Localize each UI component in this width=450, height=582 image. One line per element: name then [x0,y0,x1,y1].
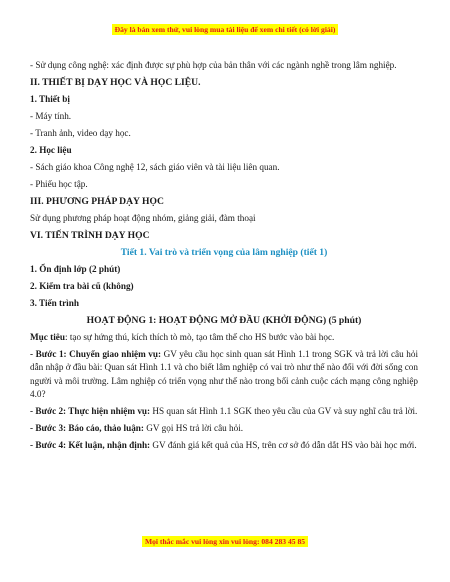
subheading-materials: 2. Học liệu [30,145,72,155]
paragraph-step-4 [30,439,418,452]
preview-banner-text: Đây là bản xem thử, vui lòng mua tài liệu để xem chi tiết (có lời giải) [112,24,339,35]
step-3-text: GV gọi HS trả lời câu hỏi. [143,423,244,434]
lesson-title: Tiết 1. Vai trò và triển vọng của lâm nghiệp (tiết 1) [120,247,328,258]
activity-title: HOẠT ĐỘNG 1: HOẠT ĐỘNG MỞ ĐẦU (KHỞI ĐỘNG) (5 phút) [86,315,362,326]
section-heading-process: VI. TIẾN TRÌNH DẠY HỌC [30,230,150,241]
list-item-computer: - Máy tính. [30,111,72,121]
goal-text: : tạo sự hứng thú, kích thích tò mò, tạo tâm thế cho HS bước vào bài học. [64,332,335,342]
paragraph-step-2 [30,405,418,418]
step-4-text: GV đánh giá kết quả của HS, trên cơ sở đó dẫn dắt HS vào bài học mới. [150,440,417,451]
step-1-label: - Bước 1: Chuyển giao nhiệm vụ: [30,349,162,359]
paragraph-method: Sử dụng phương pháp hoạt động nhóm, giảng giải, đàm thoại [30,213,256,223]
step-process: 3. Tiến trình [30,298,79,308]
list-item-images: - Tranh ảnh, video dạy học. [30,128,131,138]
step-1-text: GV yêu cầu học sinh quan sát Hình 1.1 trong SGK và trả lời câu hỏi dẫn nhập ở đầu bài: Quan sát Hình 1.1 và cho biết lâm nghiệp có vai trò như thế nào đối với đời sống con người và môi trường. Lâm nghiệp có triển vọng như thế nào trong bối cảnh cuộc cách mạng công nghiệp 4.0? [30,349,418,400]
paragraph-step-3 [30,422,418,435]
section-heading-method: III. PHƯƠNG PHÁP DẠY HỌC [30,196,164,207]
step-2-label: - Bước 2: Thực hiện nhiệm vụ: [30,406,151,417]
step-3-label: - Bước 3: Báo cáo, thảo luận: [30,423,144,434]
step-stabilize-class: 1. Ổn định lớp (2 phút) [30,264,121,274]
subheading-equipment: 1. Thiết bị [30,94,70,104]
paragraph-tech-use: - Sử dụng công nghệ: xác định được sự phù hợp của bản thân với các ngành nghề trong lâm nghiệp. [30,60,397,70]
contact-banner [0,537,450,546]
step-2-text: HS quan sát Hình 1.1 SGK theo yêu cầu của GV và suy nghĩ câu trả lời. [150,406,418,417]
section-heading-equipment: II. THIẾT BỊ DẠY HỌC VÀ HỌC LIỆU. [30,77,201,88]
goal-label: Mục tiêu [30,332,65,342]
list-item-textbook: - Sách giáo khoa Công nghệ 12, sách giáo viên và tài liệu liên quan. [30,162,280,172]
preview-banner [0,25,450,34]
paragraph-goal [30,331,418,344]
step-4-label: - Bước 4: Kết luận, nhận định: [30,440,151,451]
list-item-worksheet: - Phiếu học tập. [30,179,88,189]
contact-banner-text: Mọi thắc mắc vui lòng xin vui lòng: 084 283 45 85 [142,536,308,547]
document-body [30,59,418,456]
paragraph-step-1 [30,348,418,402]
step-check-old-lesson: 2. Kiểm tra bài cũ (không) [30,281,134,291]
